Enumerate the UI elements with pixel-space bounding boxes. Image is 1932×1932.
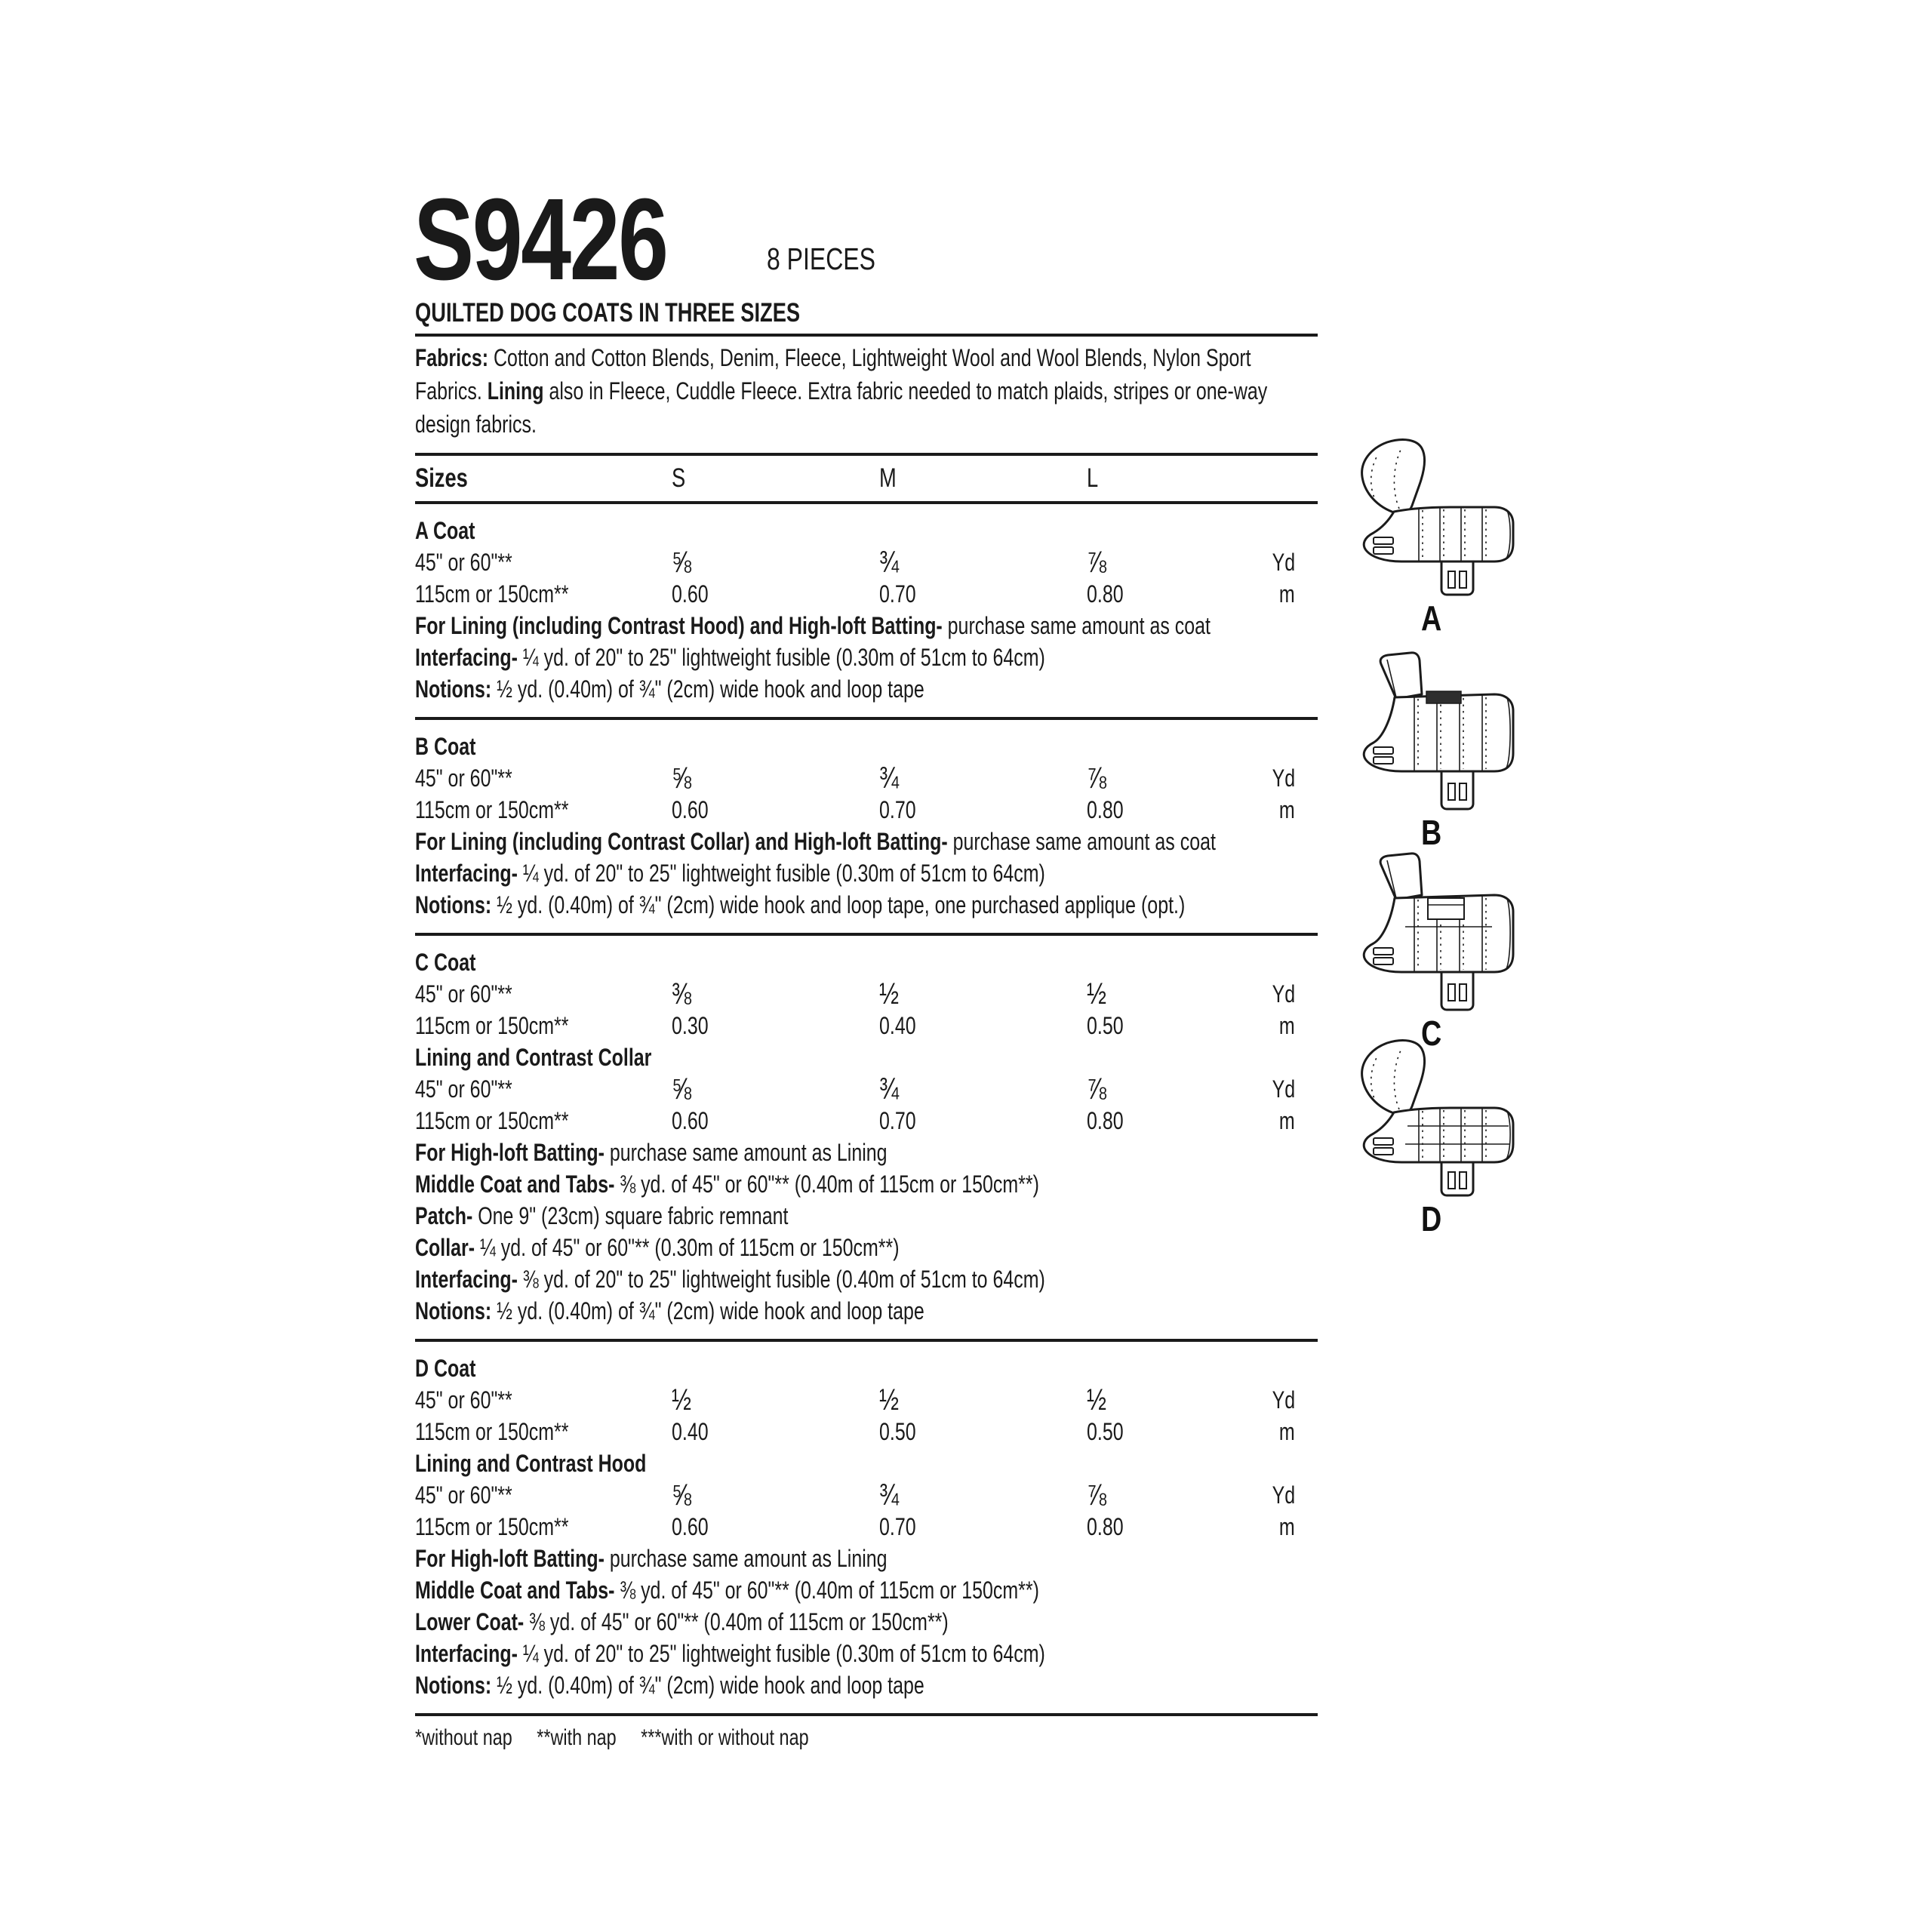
note-line-text xyxy=(415,1638,1045,1669)
note-text: purchase same amount as Lining xyxy=(604,1545,888,1572)
value-size-s xyxy=(672,978,697,1011)
note-bold-text: For Lining (including Contrast Hood) and High-loft Batting- xyxy=(415,612,943,639)
cell-text: ½ xyxy=(1087,1383,1107,1417)
fabrics-line-text xyxy=(415,374,1267,408)
note-line xyxy=(415,1200,1318,1232)
note-text: Cotton and Cotton Blends, Denim, Fleece, Lightweight Wool and Wool Blends, Nylon Sport xyxy=(488,344,1251,371)
view-d-figure xyxy=(1337,1037,1526,1239)
collared-quilted-dog-coat-applique-icon xyxy=(1337,651,1526,811)
note-text: purchase same amount as coat xyxy=(942,612,1211,639)
row-label xyxy=(415,546,540,578)
yardage-section-a xyxy=(415,504,1318,720)
value-size-l xyxy=(1087,1416,1134,1447)
note-bold-text: Patch- xyxy=(415,1202,473,1229)
yardage-row xyxy=(415,1479,1318,1511)
value-size-s xyxy=(672,1105,718,1137)
coat-subhead-label: Lining and Contrast Collar xyxy=(415,1044,652,1071)
cell-text: Yd xyxy=(1272,1481,1295,1509)
note-line-text xyxy=(415,1669,924,1701)
cell-text: 0.80 xyxy=(1087,1513,1124,1540)
coat-subhead-label: D Coat xyxy=(415,1355,476,1382)
row-label xyxy=(415,578,612,610)
value-size-l xyxy=(1087,794,1134,826)
cell-text: ⅝ xyxy=(672,761,692,795)
coat-subhead xyxy=(415,731,1318,762)
note-line xyxy=(415,1606,1318,1638)
note-line-text xyxy=(415,1168,1039,1200)
cell-text: ¾ xyxy=(879,761,900,795)
value-size-l xyxy=(1087,762,1112,795)
yardage-row xyxy=(415,762,1318,794)
value-size-m xyxy=(879,978,904,1011)
note-line xyxy=(415,1168,1318,1200)
value-size-l xyxy=(1087,1073,1112,1106)
coat-subhead xyxy=(415,946,1318,978)
yardage-row xyxy=(415,794,1318,826)
value-size-l xyxy=(1087,1511,1134,1543)
view-b-figure xyxy=(1337,651,1526,853)
cell-text: ⅞ xyxy=(1087,1072,1107,1106)
fabrics-line-text xyxy=(415,341,1251,374)
cell-text: 115cm or 150cm** xyxy=(415,1513,569,1540)
cell-text: 45" or 60"** xyxy=(415,1386,512,1414)
unit-label xyxy=(1275,578,1295,610)
cell-text: ¾ xyxy=(879,1478,900,1512)
note-line-text xyxy=(415,610,1211,641)
value-size-s xyxy=(672,1073,697,1106)
note-line-text xyxy=(415,826,1216,857)
note-line xyxy=(415,610,1318,641)
row-label xyxy=(415,978,540,1010)
cell-text: ¾ xyxy=(879,1072,900,1106)
note-bold-text: Notions: xyxy=(415,1672,492,1699)
footnotes xyxy=(415,1725,920,1751)
yardage-row xyxy=(415,1384,1318,1416)
fabrics-paragraph xyxy=(415,341,1318,441)
value-size-l xyxy=(1087,1010,1134,1041)
value-size-m xyxy=(879,1416,926,1447)
coat-subhead-label: C Coat xyxy=(415,949,476,976)
note-bold-text: Interfacing- xyxy=(415,860,518,887)
note-line xyxy=(415,1574,1318,1606)
yardage-section-b xyxy=(415,720,1318,936)
cell-text: ½ xyxy=(672,1383,692,1417)
cell-text: 0.50 xyxy=(879,1418,916,1445)
view-d-label: D xyxy=(1421,1199,1442,1238)
coat-subhead xyxy=(415,1352,1318,1384)
yardage-row xyxy=(415,578,1318,610)
view-b-label: B xyxy=(1421,813,1442,852)
row-label xyxy=(415,794,612,826)
note-bold-text: Middle Coat and Tabs- xyxy=(415,1171,615,1198)
value-size-s xyxy=(672,762,697,795)
value-size-l xyxy=(1087,1384,1112,1417)
cell-text: m xyxy=(1279,580,1295,608)
value-size-s xyxy=(672,546,697,580)
note-text: purchase same amount as Lining xyxy=(604,1139,888,1166)
cell-text: 115cm or 150cm** xyxy=(415,796,569,823)
note-bold-text: Collar- xyxy=(415,1234,475,1261)
unit-label xyxy=(1275,794,1295,826)
unit-label xyxy=(1275,1105,1295,1137)
unit-label xyxy=(1266,762,1295,794)
note-bold-text: Notions: xyxy=(415,1297,492,1324)
yardage-row xyxy=(415,546,1318,578)
yardage-table xyxy=(415,453,1318,1716)
unit-label xyxy=(1275,1010,1295,1041)
cell-text: ½ xyxy=(1087,977,1107,1011)
cell-text: 45" or 60"** xyxy=(415,980,512,1008)
cell-text: ⅝ xyxy=(672,1072,692,1106)
fabrics-line xyxy=(415,341,1318,374)
note-bold-text: Interfacing- xyxy=(415,644,518,671)
cell-text: ⅞ xyxy=(1087,1478,1107,1512)
value-size-m xyxy=(879,1010,926,1041)
note-line xyxy=(415,826,1318,857)
note-text: ½ yd. (0.40m) of ¾" (2cm) wide hook and loop tape xyxy=(491,1297,924,1324)
cell-text: 0.70 xyxy=(879,1107,916,1134)
note-bold-text: Lower Coat- xyxy=(415,1608,525,1635)
cell-text: 0.80 xyxy=(1087,796,1124,823)
note-bold-text: Notions: xyxy=(415,675,492,703)
cell-text: 0.30 xyxy=(672,1012,709,1039)
value-size-m xyxy=(879,1105,926,1137)
note-line-text xyxy=(415,1574,1039,1606)
yardage-section-d xyxy=(415,1342,1318,1716)
cell-text: 45" or 60"** xyxy=(415,549,512,576)
cell-text: 0.70 xyxy=(879,1513,916,1540)
cell-text: m xyxy=(1279,1418,1295,1445)
note-bold-text: Fabrics: xyxy=(415,344,489,371)
row-label xyxy=(415,1479,540,1511)
cell-text: 0.60 xyxy=(672,1107,709,1134)
note-bold-text: For Lining (including Contrast Collar) and High-loft Batting- xyxy=(415,828,948,855)
note-line-text xyxy=(415,641,1045,673)
note-bold-text: For High-loft Batting- xyxy=(415,1139,605,1166)
cell-text: 0.70 xyxy=(879,796,916,823)
cell-text: ⅝ xyxy=(672,1478,692,1512)
value-size-s xyxy=(672,1010,718,1041)
yardage-row xyxy=(415,1105,1318,1137)
cell-text: Yd xyxy=(1272,980,1295,1008)
note-line xyxy=(415,1137,1318,1168)
note-line xyxy=(415,1669,1318,1701)
value-size-l xyxy=(1087,578,1134,610)
cell-text: 115cm or 150cm** xyxy=(415,1107,569,1134)
unit-label xyxy=(1275,1416,1295,1447)
coat-subhead-label: B Coat xyxy=(415,733,476,760)
value-size-s xyxy=(672,794,718,826)
coat-subhead xyxy=(415,515,1318,546)
page-title xyxy=(414,174,738,304)
cell-text: ½ xyxy=(879,1383,900,1417)
collared-quilted-dog-coat-pocket-icon xyxy=(1337,851,1526,1011)
note-line xyxy=(415,641,1318,673)
note-bold-text: Interfacing- xyxy=(415,1266,518,1293)
header-size-l: L xyxy=(1087,463,1099,493)
cell-text: 45" or 60"** xyxy=(415,1481,512,1509)
coat-subhead-label: A Coat xyxy=(415,517,475,544)
note-text: ⅜ yd. of 45" or 60"** (0.40m of 115cm or 150cm**) xyxy=(614,1171,1039,1198)
cell-text: 0.70 xyxy=(879,580,916,608)
unit-label xyxy=(1266,978,1295,1010)
cell-text: 115cm or 150cm** xyxy=(415,1012,569,1039)
cell-text: 115cm or 150cm** xyxy=(415,580,569,608)
cell-text: 45" or 60"** xyxy=(415,1075,512,1103)
cell-text: ⅜ xyxy=(672,977,692,1011)
note-line xyxy=(415,1263,1318,1295)
value-size-l xyxy=(1087,1105,1134,1137)
view-a-figure xyxy=(1337,436,1526,638)
value-size-s xyxy=(672,1384,697,1417)
cell-text: 0.40 xyxy=(672,1418,709,1445)
view-a-label: A xyxy=(1421,598,1442,638)
yardage-sections xyxy=(415,504,1318,1716)
coat-subhead xyxy=(415,1041,1318,1073)
cell-text: Yd xyxy=(1272,1386,1295,1414)
cell-text: m xyxy=(1279,796,1295,823)
note-line-text xyxy=(415,1200,788,1232)
note-line xyxy=(415,1543,1318,1574)
note-line-text xyxy=(415,1606,949,1638)
cell-text: m xyxy=(1279,1513,1295,1540)
note-line-text xyxy=(415,673,924,705)
note-line-text xyxy=(415,1543,888,1574)
note-bold-text: Interfacing- xyxy=(415,1640,518,1667)
cell-text: 0.40 xyxy=(879,1012,916,1039)
cell-text: ⅝ xyxy=(672,546,692,579)
note-line xyxy=(415,1638,1318,1669)
value-size-m xyxy=(879,1511,926,1543)
yardage-table-header xyxy=(415,453,1318,504)
row-label xyxy=(415,1384,540,1416)
note-text: ⅜ yd. of 45" or 60"** (0.40m of 115cm or 150cm**) xyxy=(614,1577,1039,1604)
cell-text: Yd xyxy=(1272,764,1295,792)
hooded-quilted-dog-coat-banded-icon xyxy=(1337,1037,1526,1197)
note-text: Fabrics. xyxy=(415,377,488,405)
value-size-s xyxy=(672,578,718,610)
cell-text: ⅞ xyxy=(1087,761,1107,795)
value-size-s xyxy=(672,1416,718,1447)
view-c-figure xyxy=(1337,851,1526,1054)
note-line-text xyxy=(415,857,1045,889)
note-text: ¼ yd. of 20" to 25" lightweight fusible (0.30m of 51cm to 64cm) xyxy=(517,644,1045,671)
cell-text: Yd xyxy=(1272,549,1295,576)
value-size-m xyxy=(879,794,926,826)
unit-label xyxy=(1266,1384,1295,1416)
cell-text: 0.60 xyxy=(672,796,709,823)
value-size-m xyxy=(879,1384,904,1417)
view-c-label: C xyxy=(1421,1014,1442,1053)
note-text: ½ yd. (0.40m) of ¾" (2cm) wide hook and loop tape xyxy=(491,1672,924,1699)
cell-text: 0.50 xyxy=(1087,1012,1124,1039)
unit-label xyxy=(1266,1073,1295,1105)
cell-text: 115cm or 150cm** xyxy=(415,1418,569,1445)
note-text: also in Fleece, Cuddle Fleece. Extra fabric needed to match plaids, stripes or one-way xyxy=(543,377,1268,405)
note-text: design fabrics. xyxy=(415,411,537,438)
cell-text: Yd xyxy=(1272,1075,1295,1103)
note-text: ⅜ yd. of 45" or 60"** (0.40m of 115cm or 150cm**) xyxy=(524,1608,949,1635)
pieces-count-label: 8 PIECES xyxy=(767,242,875,276)
fabrics-line xyxy=(415,374,1318,408)
note-text: ½ yd. (0.40m) of ¾" (2cm) wide hook and loop tape, one purchased applique (opt.) xyxy=(491,891,1186,918)
value-size-s xyxy=(672,1479,697,1512)
cell-text: 45" or 60"** xyxy=(415,764,512,792)
header-size-s: S xyxy=(672,463,686,493)
note-text: ¼ yd. of 20" to 25" lightweight fusible (0.30m of 51cm to 64cm) xyxy=(517,1640,1045,1667)
value-size-m xyxy=(879,762,904,795)
header-size-m: M xyxy=(879,463,897,493)
fabrics-line-text xyxy=(415,408,537,441)
row-label xyxy=(415,1511,612,1543)
yardage-row xyxy=(415,1416,1318,1447)
pattern-subtitle: QUILTED DOG COATS IN THREE SIZES xyxy=(415,299,1318,337)
note-line-text xyxy=(415,1295,924,1327)
value-size-m xyxy=(879,1073,904,1106)
unit-label xyxy=(1275,1511,1295,1543)
unit-label xyxy=(1266,546,1295,578)
cell-text: m xyxy=(1279,1012,1295,1039)
cell-text: 0.80 xyxy=(1087,580,1124,608)
cell-text: ½ xyxy=(879,977,900,1011)
note-line xyxy=(415,1232,1318,1263)
note-line xyxy=(415,857,1318,889)
note-bold-text: Middle Coat and Tabs- xyxy=(415,1577,615,1604)
note-text: ½ yd. (0.40m) of ¾" (2cm) wide hook and loop tape xyxy=(491,675,924,703)
note-text: ¼ yd. of 45" or 60"** (0.30m of 115cm or 150cm**) xyxy=(475,1234,900,1261)
note-line xyxy=(415,673,1318,705)
value-size-m xyxy=(879,1479,904,1512)
note-line xyxy=(415,1295,1318,1327)
note-text: One 9" (23cm) square fabric remnant xyxy=(472,1202,789,1229)
note-bold-text: Notions: xyxy=(415,891,492,918)
value-size-l xyxy=(1087,546,1112,580)
value-size-s xyxy=(672,1511,718,1543)
note-text: ¼ yd. of 20" to 25" lightweight fusible (0.30m of 51cm to 64cm) xyxy=(517,860,1045,887)
yardage-row xyxy=(415,1010,1318,1041)
note-line-text xyxy=(415,1263,1045,1295)
row-label xyxy=(415,762,540,794)
yardage-row xyxy=(415,1511,1318,1543)
row-label xyxy=(415,1073,540,1105)
row-label xyxy=(415,1010,612,1041)
header-sizes: Sizes xyxy=(415,463,468,493)
cell-text: ⅞ xyxy=(1087,546,1107,579)
cell-text: 0.80 xyxy=(1087,1107,1124,1134)
footnote-text: *without nap **with nap ***with or without nap xyxy=(415,1725,809,1750)
value-size-l xyxy=(1087,1479,1112,1512)
coat-subhead xyxy=(415,1447,1318,1479)
yardage-row xyxy=(415,978,1318,1010)
note-bold-text: Lining xyxy=(487,377,544,405)
note-line-text xyxy=(415,1232,900,1263)
cell-text: 0.60 xyxy=(672,580,709,608)
fabrics-line xyxy=(415,408,1318,441)
row-label xyxy=(415,1105,612,1137)
note-line-text xyxy=(415,1137,888,1168)
cell-text: 0.50 xyxy=(1087,1418,1124,1445)
note-bold-text: For High-loft Batting- xyxy=(415,1545,605,1572)
cell-text: ¾ xyxy=(879,546,900,579)
yardage-row xyxy=(415,1073,1318,1105)
note-line-text xyxy=(415,889,1185,921)
pattern-number: S9426 xyxy=(414,174,667,304)
coat-subhead-label: Lining and Contrast Hood xyxy=(415,1450,647,1477)
cell-text: m xyxy=(1279,1107,1295,1134)
note-line xyxy=(415,889,1318,921)
value-size-m xyxy=(879,578,926,610)
note-text: ⅜ yd. of 20" to 25" lightweight fusible (0.40m of 51cm to 64cm) xyxy=(517,1266,1045,1293)
row-label xyxy=(415,1416,612,1447)
note-text: purchase same amount as coat xyxy=(947,828,1216,855)
unit-label xyxy=(1266,1479,1295,1511)
hooded-quilted-dog-coat-icon xyxy=(1337,436,1526,596)
value-size-m xyxy=(879,546,904,580)
cell-text: 0.60 xyxy=(672,1513,709,1540)
yardage-section-c xyxy=(415,936,1318,1342)
value-size-l xyxy=(1087,978,1112,1011)
